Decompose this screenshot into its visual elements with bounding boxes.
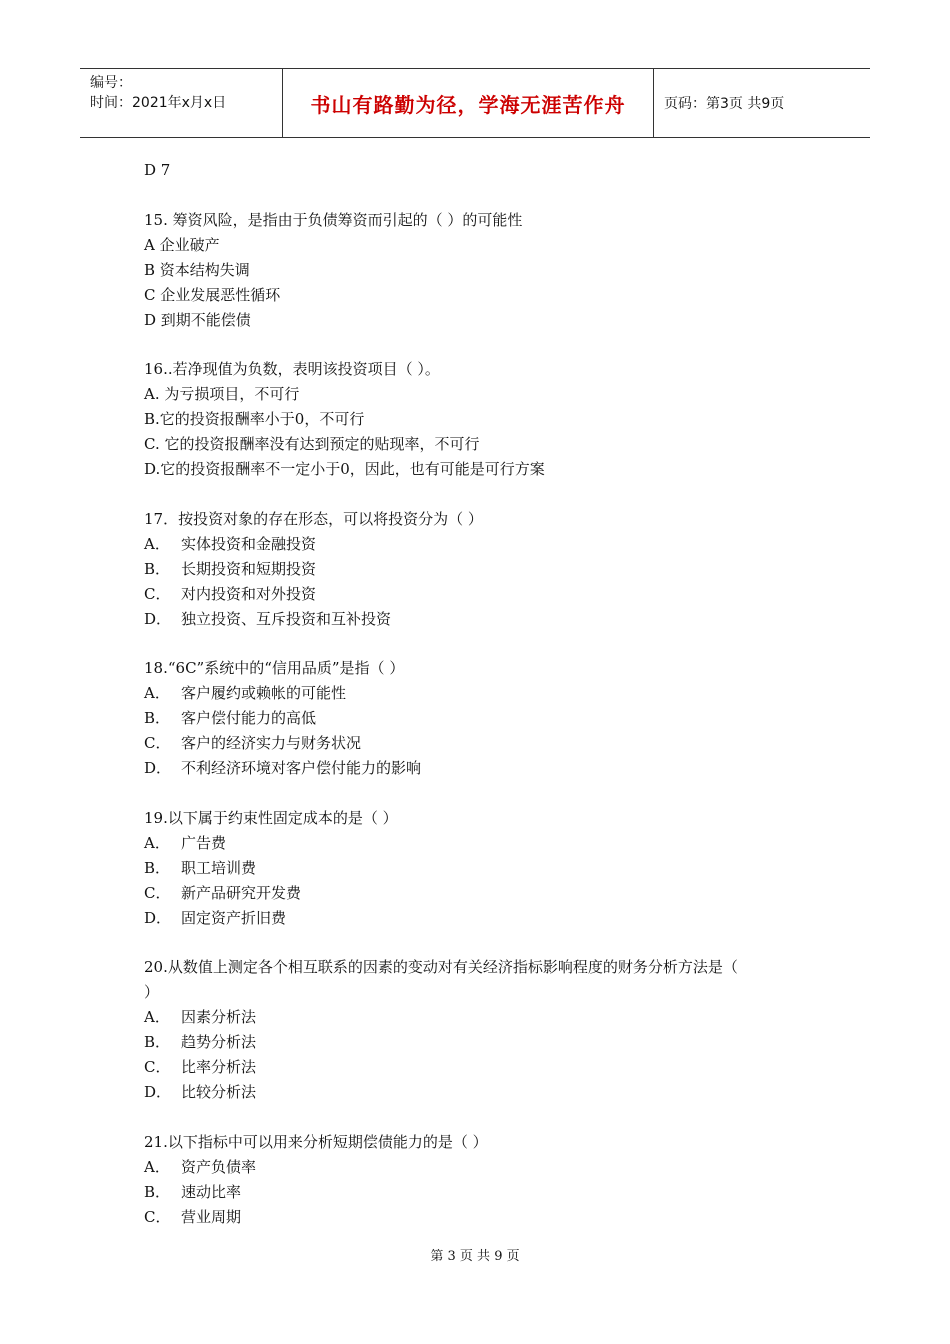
question-20 [144,955,824,1105]
option-c [144,582,824,607]
header-motto-cell [282,69,654,137]
document-body [144,158,824,1230]
option-c [144,1055,824,1080]
option-label: C． [144,1058,171,1076]
page-info: 页码：第3页 共9页 [664,96,785,112]
question-stem: 15. 筹资风险，是指由于负债筹资而引起的（ ）的可能性 [144,210,523,229]
question-16 [144,357,824,482]
question-stem-continued: ） [144,983,160,1001]
option-label: C． [144,1207,171,1226]
option-text: 不利经济环境对客户偿付能力的影响 [181,759,422,777]
question-stem: 17．按投资对象的存在形态，可以将投资分为（ ） [144,509,483,528]
option-a [144,831,824,856]
option-a: A. 为亏损项目，不可行 [144,385,300,403]
option-text: 新产品研究开发费 [181,883,302,902]
option-label: B． [144,1033,171,1051]
option-c [144,881,824,906]
option-d [144,607,824,632]
option-b [144,1030,824,1055]
option-text: 比较分析法 [181,1083,257,1101]
option-c: C 企业发展恶性循环 [144,285,281,304]
option-label: D． [144,908,172,927]
question-21 [144,1130,824,1230]
option-label: D． [144,1083,172,1101]
option-label: A． [144,534,170,553]
option-b [144,706,824,731]
option-label: A． [144,1008,170,1026]
option-text: 客户履约或赖帐的可能性 [181,684,347,702]
option-label: B． [144,559,171,578]
header-page-info [654,69,870,137]
option-label: C． [144,584,171,603]
option-a [144,1155,824,1180]
option-c: C. 它的投资报酬率没有达到预定的贴现率，不可行 [144,435,480,453]
option-text: 营业周期 [181,1207,242,1226]
option-text: 对内投资和对外投资 [181,584,317,603]
time-line: 时间：2021年x月x日 [90,95,227,111]
option-label: B． [144,709,171,727]
option-d [144,906,824,931]
option-text: 固定资产折旧费 [181,908,287,927]
previous-option: D 7 [144,161,171,179]
question-stem: 18.“6C”系统中的“信用品质”是指（ ） [144,659,405,677]
option-b [144,1180,824,1205]
motto: 书山有路勤为径，学海无涯苦作舟 [310,92,626,117]
option-text: 速动比率 [181,1182,242,1201]
footer-page-number: 第 3 页 共 9 页 [430,1249,520,1264]
option-d [144,756,824,781]
option-a [144,681,824,706]
option-b: B.它的投资报酬率小于0，不可行 [144,410,365,428]
option-text: 资产负债率 [181,1157,257,1176]
page-header [80,68,870,138]
option-d [144,1080,824,1105]
option-text: 因素分析法 [181,1008,257,1026]
option-text: 实体投资和金融投资 [181,534,317,553]
page-footer [0,1245,950,1264]
option-text: 比率分析法 [181,1058,257,1076]
question-15 [144,208,824,333]
serial-label: 编号： [90,75,132,91]
question-stem: 21.以下指标中可以用来分析短期偿债能力的是（ ） [144,1132,488,1151]
question-19 [144,806,824,931]
option-label: D． [144,609,172,628]
option-b [144,557,824,582]
option-text: 广告费 [181,833,227,852]
question-stem: 16..若净现值为负数，表明该投资项目（ ）。 [144,360,440,378]
option-label: D． [144,759,172,777]
option-b: B 资本结构失调 [144,260,250,279]
option-text: 独立投资、互斥投资和互补投资 [181,609,392,628]
question-18 [144,656,824,781]
option-label: B． [144,858,171,877]
option-a [144,1005,824,1030]
question-stem: 20.从数值上测定各个相互联系的因素的变动对有关经济指标影响程度的财务分析方法是（ [144,958,738,976]
option-label: A． [144,1157,170,1176]
option-d: D 到期不能偿债 [144,310,251,329]
option-label: B． [144,1182,171,1201]
option-text: 职工培训费 [181,858,257,877]
option-c [144,731,824,756]
option-a: A 企业破产 [144,235,220,254]
option-d: D.它的投资报酬率不一定小于0，因此，也有可能是可行方案 [144,460,545,478]
option-label: C． [144,734,171,752]
option-label: A． [144,684,170,702]
option-label: A． [144,833,170,852]
option-text: 客户的经济实力与财务状况 [181,734,362,752]
header-meta [80,69,282,137]
option-a [144,532,824,557]
option-b [144,856,824,881]
option-c [144,1205,824,1230]
option-text: 客户偿付能力的高低 [181,709,317,727]
option-text: 趋势分析法 [181,1033,257,1051]
option-label: C． [144,883,171,902]
question-stem: 19.以下属于约束性固定成本的是（ ） [144,808,398,827]
option-text: 长期投资和短期投资 [181,559,317,578]
question-17 [144,507,824,632]
